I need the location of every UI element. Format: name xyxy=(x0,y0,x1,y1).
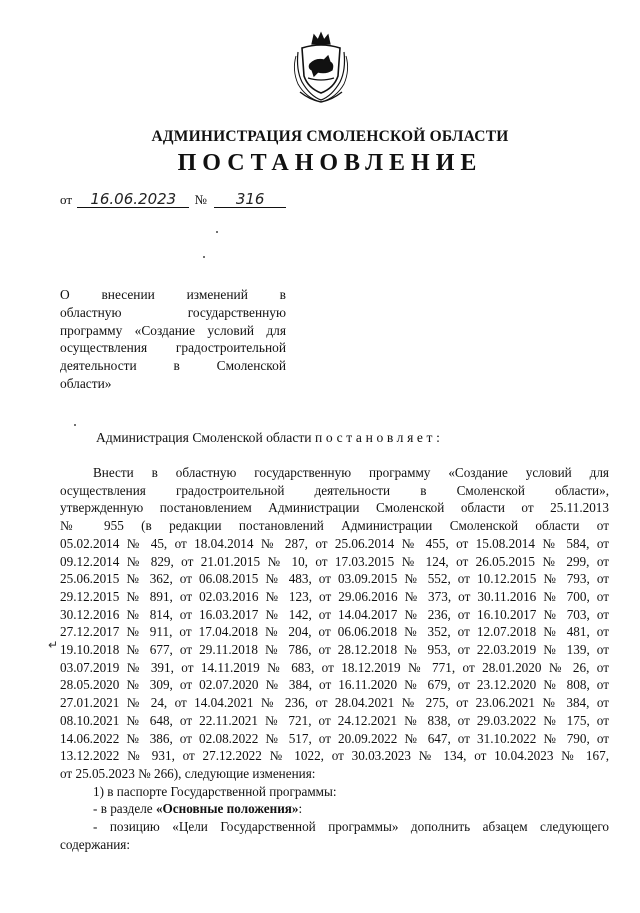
scan-speck xyxy=(216,231,218,233)
subject-line: осуществления градостроительной xyxy=(60,340,286,356)
body-line: 28.05.2020 № 309, от 02.07.2020 № 384, от 16.11.2020 № 679, от 23.12.2020 № 808, от xyxy=(60,677,609,693)
coat-of-arms-emblem xyxy=(290,30,352,104)
subject-line: О внесении изменений в xyxy=(60,287,286,302)
date-number-line xyxy=(60,192,286,208)
scan-speck xyxy=(74,424,76,426)
document-subject xyxy=(60,286,286,393)
body-line: 05.02.2014 № 45, от 18.04.2014 № 287, от 25.06.2014 № 455, от 15.08.2014 № 584, от xyxy=(60,535,609,551)
body-line: осуществления градостроительной деятельности в Смоленской области», xyxy=(60,482,609,498)
section-suffix: : xyxy=(298,801,303,817)
body-line: утвержденную постановлением Администрации Смоленской области от 25.11.2013 xyxy=(60,500,609,516)
section-name: «Основные положения» xyxy=(155,801,299,817)
body-line: 03.07.2019 № 391, от 14.11.2019 № 683, от 18.12.2019 № 771, от 28.01.2020 № 26, от xyxy=(60,659,609,675)
document-body xyxy=(60,464,609,853)
body-line: 09.12.2014 № 829, от 21.01.2015 № 10, от 17.03.2015 № 124, от 26.05.2015 № 299, от xyxy=(60,553,609,569)
body-line: № 955 (в редакции постановлений Администрации Смоленской области от xyxy=(60,518,609,534)
body-line: 08.10.2021 № 648, от 22.11.2021 № 721, от 24.12.2021 № 838, от 29.03.2022 № 175, от xyxy=(60,712,609,728)
body-line: 29.12.2015 № 891, от 02.03.2016 № 123, от 29.06.2016 № 373, от 30.11.2016 № 700, от xyxy=(60,588,609,604)
body-line: Внести в областную государственную программу «Создание условий для xyxy=(93,465,609,480)
body-line: 13.12.2022 № 931, от 27.12.2022 № 1022, от 30.03.2023 № 134, от 10.04.2023 № 167, xyxy=(60,748,609,764)
handwritten-number: 316 xyxy=(214,192,286,208)
document-type-title: ПОСТАНОВЛЕНИЕ xyxy=(177,150,483,176)
resolution-intro xyxy=(96,430,443,446)
margin-mark: ↵ xyxy=(48,638,59,652)
section-prefix: - в разделе xyxy=(93,801,156,817)
number-label: № xyxy=(194,192,207,207)
handwritten-date: 16.06.2023 xyxy=(77,192,189,208)
item-position-continuation: содержания: xyxy=(60,836,131,852)
subject-line: областную государственную xyxy=(60,304,286,320)
item-position: - позицию «Цели Государственной программы» дополнить абзацем следующего xyxy=(93,819,609,835)
intro-verb: постановляет: xyxy=(314,430,444,445)
subject-line: программу «Создание условий для xyxy=(60,322,286,338)
body-line: 14.06.2022 № 386, от 02.08.2022 № 517, от 20.09.2022 № 647, от 31.10.2022 № 790, от xyxy=(60,730,609,746)
organization-name: АДМИНИСТРАЦИЯ СМОЛЕНСКОЙ ОБЛАСТИ xyxy=(151,128,509,145)
item-passport: 1) в паспорте Государственной программы: xyxy=(93,783,337,799)
subject-line: области» xyxy=(60,375,112,391)
body-line: от 25.05.2023 № 266), следующие изменения: xyxy=(60,765,316,781)
subject-line: деятельности в Смоленской xyxy=(60,358,286,374)
body-line: 30.12.2016 № 814, от 16.03.2017 № 142, от 14.04.2017 № 236, от 16.10.2017 № 703, от xyxy=(60,606,609,622)
item-section xyxy=(60,800,609,818)
body-line: 25.06.2015 № 362, от 06.08.2015 № 483, от 03.09.2015 № 552, от 10.12.2015 № 793, от xyxy=(60,571,609,587)
intro-prefix: Администрация Смоленской области xyxy=(96,430,312,445)
body-line: 19.10.2018 № 677, от 29.11.2018 № 786, от 28.12.2018 № 953, от 22.03.2019 № 139, от xyxy=(60,642,609,658)
scan-speck xyxy=(203,256,205,258)
body-line: 27.01.2021 № 24, от 14.04.2021 № 236, от 28.04.2021 № 275, от 23.06.2021 № 384, от xyxy=(60,695,609,711)
body-line: 27.12.2017 № 911, от 17.04.2018 № 204, от 06.06.2018 № 352, от 12.07.2018 № 481, от xyxy=(60,624,609,640)
date-label: от xyxy=(60,192,73,207)
